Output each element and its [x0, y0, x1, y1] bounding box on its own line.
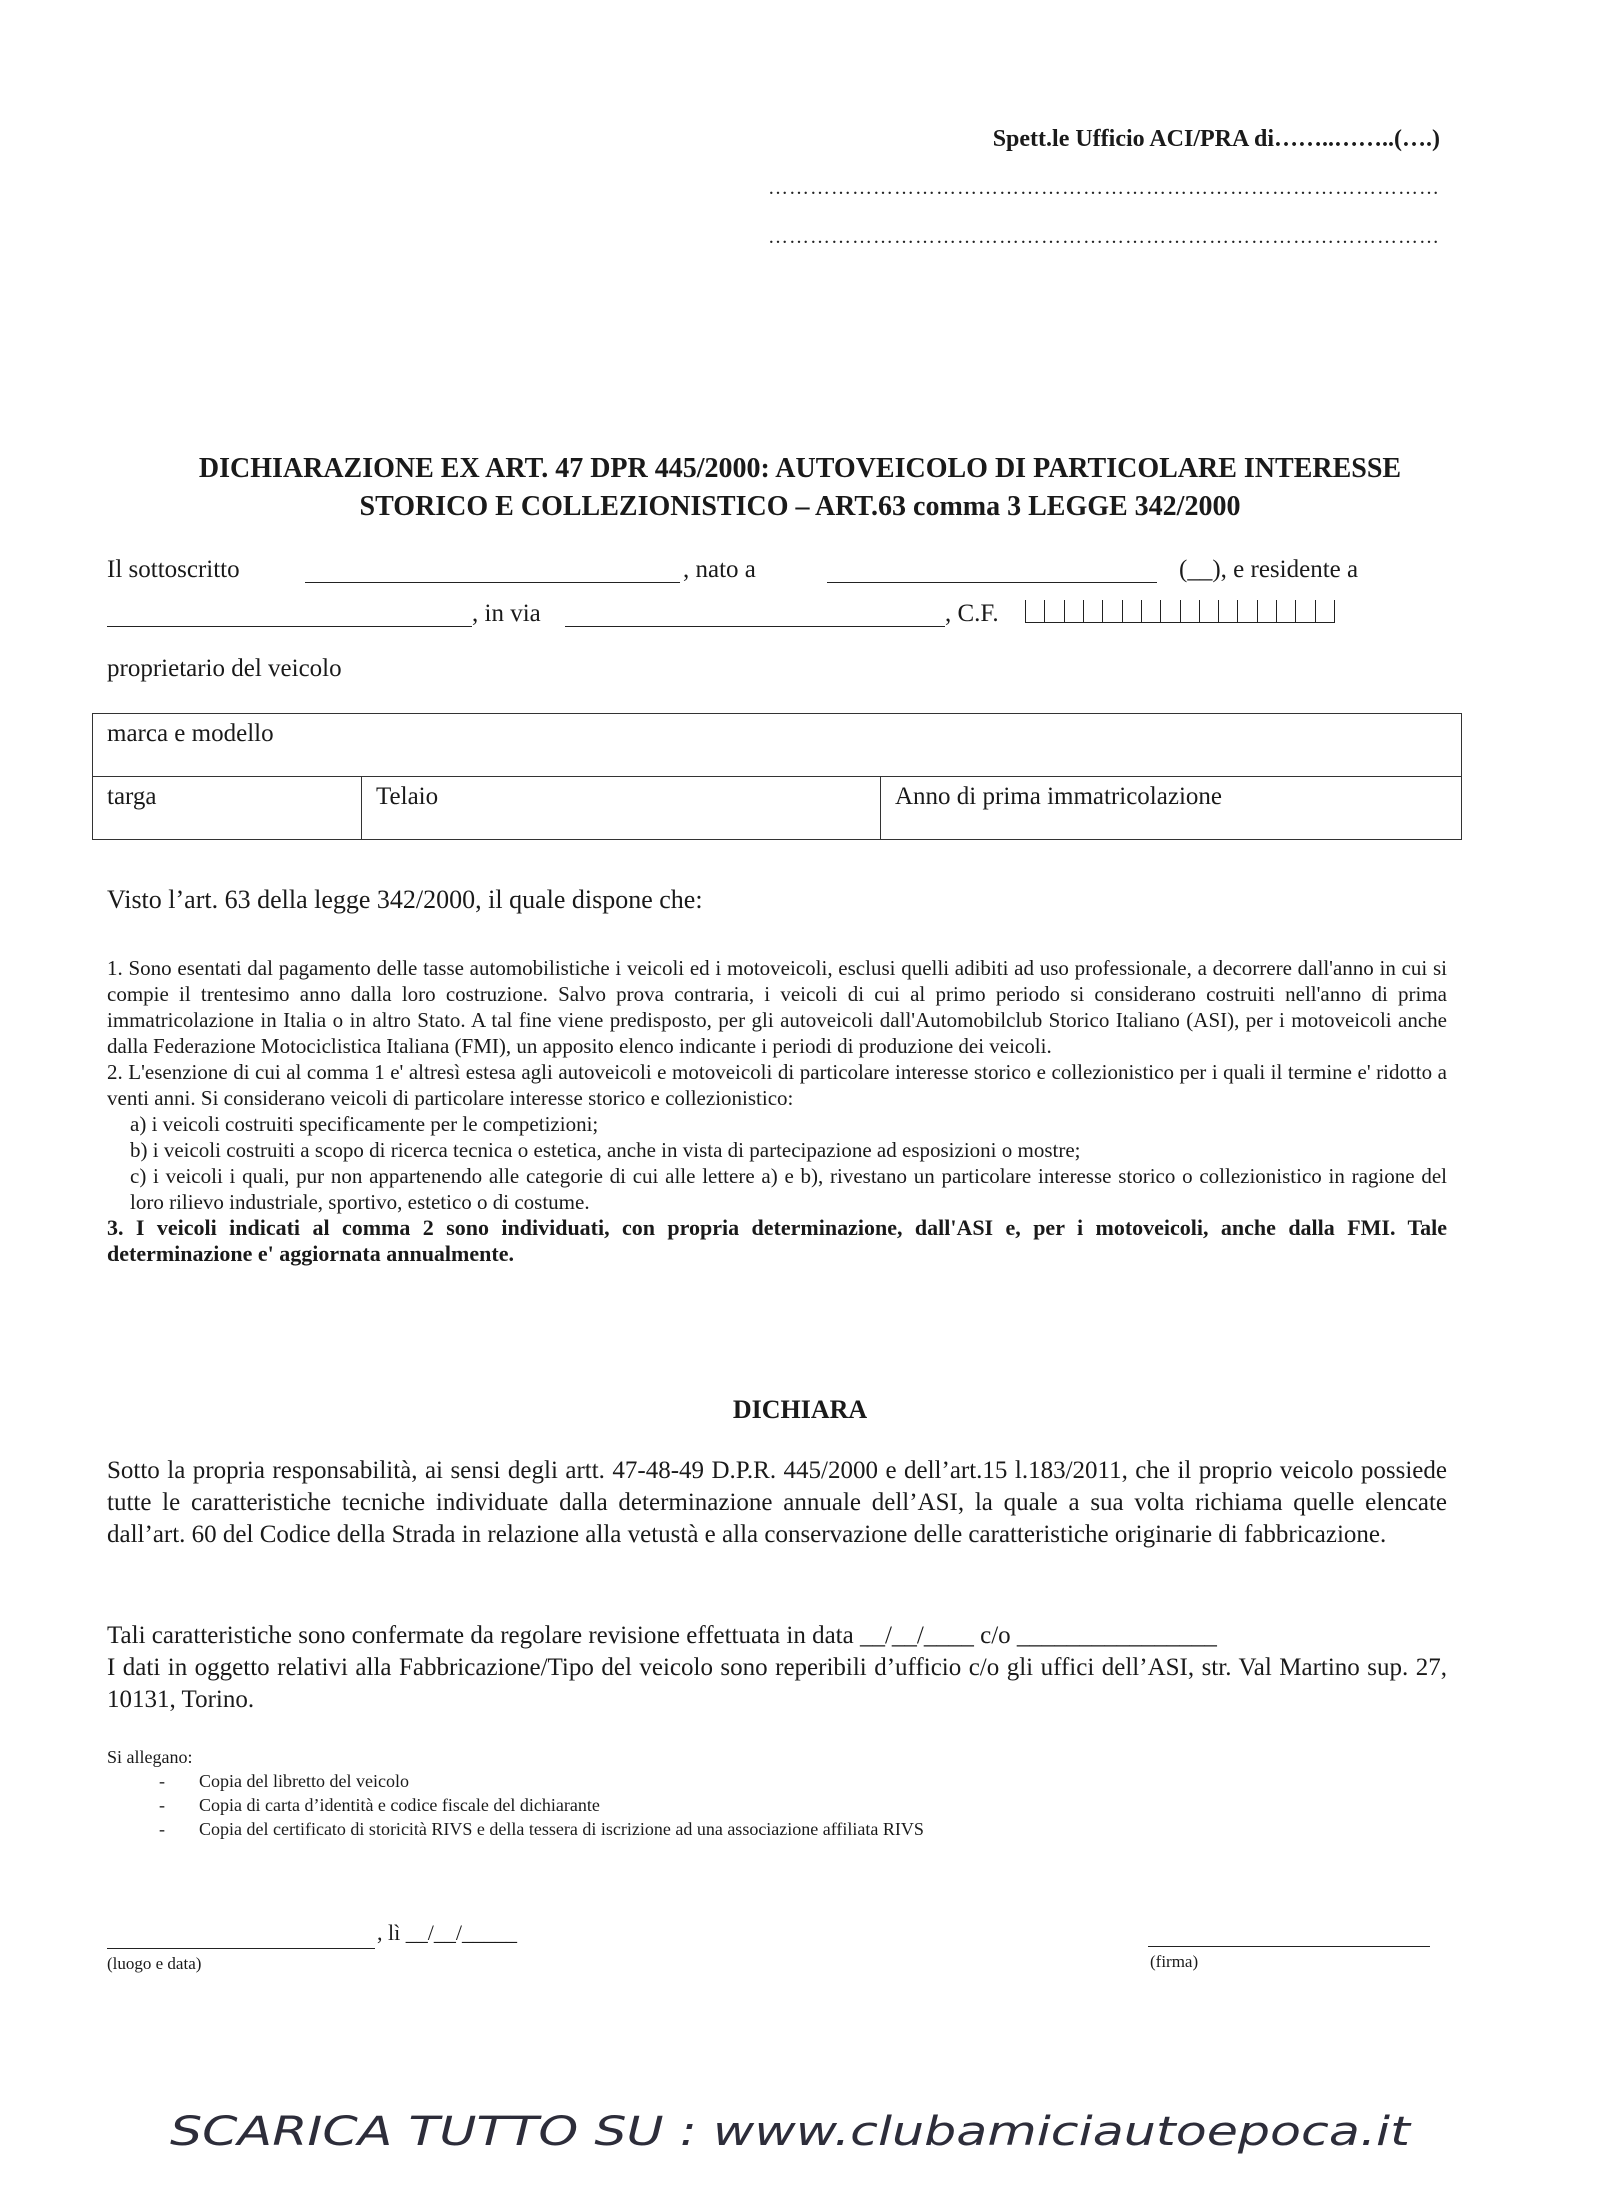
birthplace-field-line[interactable] [827, 582, 1157, 583]
place-field-line[interactable] [107, 1948, 375, 1949]
vehicle-table [92, 713, 1462, 840]
cell-anno-immatricolazione[interactable]: Anno di prima immatricolazione [881, 777, 1462, 840]
law-paragraph-1: 1. Sono esentati dal pagamento delle tasse automobilistiche i veicoli ed i motoveicoli, esclusi quelli adibiti ad uso professionale, a decorrere dall'anno in cui si compie il trentesimo anno dalla loro costruzione. Salvo prova contraria, i veicoli di cui al primo periodo si considerano costruiti nell'anno di prima immatricolazione in Italia o in altro Stato. A tal fine viene predisposto, per gli autoveicoli dall'Automobilclub Storico Italiano (ASI), per i motoveicoli anche dalla Federazione Motociclistica Italiana (FMI), un apposito elenco indicante i periodi di produzione dei veicoli. [107, 956, 1447, 1058]
attachments-section [107, 1745, 1307, 1841]
revision-line: Tali caratteristiche sono confermate da regolare revisione effettuata in data __/__/____ c/o ________________ [107, 1622, 1217, 1649]
confirmation-block [107, 1620, 1447, 1716]
asi-reference: I dati in oggetto relativi alla Fabbricazione/Tipo del veicolo sono reperibili d’ufficio c/o gli uffici dell’ASI, str. Val Martino sup. 27, 10131, Torino. [107, 1654, 1447, 1713]
law-item-b: b) i veicoli costruiti a scopo di ricerca tecnica o estetica, anche in vista di partecipazione ad esposizioni o mostre; [130, 1138, 1081, 1162]
document-title [100, 450, 1500, 526]
label-nato: , nato a [683, 556, 756, 583]
label-luogo-data: (luogo e data) [107, 1954, 202, 1973]
law-paragraph-2: 2. L'esenzione di cui al comma 1 e' altresì estesa agli autoveicoli e motoveicoli di particolare interesse storico e collezionistico per i quali il termine e' ridotto a venti anni. Si considerano veicoli di particolare interesse storico e collezionistico: [107, 1060, 1447, 1110]
street-field-line[interactable] [565, 626, 945, 627]
handwritten-text: SCARICA TUTTO SU : www.clubamiciautoepoca.it [170, 2109, 1412, 2155]
codice-fiscale-boxes[interactable] [1025, 600, 1335, 623]
attachments-heading: Si allegano: [107, 1747, 193, 1767]
label-sottoscritto: Il sottoscritto [107, 556, 240, 583]
recipient-block [740, 126, 1440, 249]
residence-field-line[interactable] [107, 626, 472, 627]
attachment-item: - Copia del certificato di storicità RIVS e della tessera di iscrizione ad una associazione affiliata RIVS [107, 1817, 1307, 1841]
law-item-c: c) i veicoli i quali, pur non appartenendo alle categorie di cui alle lettere a) e b), rivestano un particolare interesse storico o collezionistico in ragione del loro rilievo industriale, sportivo, estetico o di costume. [130, 1164, 1447, 1214]
law-paragraph-3: 3. I veicoli indicati al comma 2 sono individuati, con propria determinazione, dall'ASI e, per i motoveicoli, anche dalla FMI. Tale determinazione e' aggiornata annualmente. [107, 1215, 1447, 1266]
declarant-section [107, 556, 1447, 636]
dichiara-heading: DICHIARA [732, 1395, 868, 1424]
attachments-list [107, 1769, 1307, 1841]
visto-intro: Visto l’art. 63 della legge 342/2000, il quale dispone che: [107, 885, 703, 914]
title-line-2: STORICO E COLLEZIONISTICO – ART.63 comma 3 LEGGE 342/2000 [359, 491, 1241, 522]
attachment-item: - Copia del libretto del veicolo [107, 1769, 1307, 1793]
attachment-item: - Copia di carta d’identità e codice fiscale del dichiarante [107, 1793, 1307, 1817]
recipient-dotted-line-1: …………………………………………………………………………………… [768, 177, 1440, 199]
cell-targa[interactable]: targa [93, 777, 362, 840]
signature-field-line[interactable] [1148, 1946, 1430, 1947]
title-line-1: DICHIARAZIONE EX ART. 47 DPR 445/2000: AUTOVEICOLO DI PARTICOLARE INTERESSE [198, 453, 1402, 484]
handwritten-note [160, 2095, 1420, 2165]
label-prov-residente: (__), e residente a [1179, 556, 1359, 583]
cell-telaio[interactable]: Telaio [362, 777, 881, 840]
label-in-via: , in via [472, 600, 541, 627]
name-field-line[interactable] [305, 582, 680, 583]
label-proprietario: proprietario del veicolo [107, 655, 342, 682]
date-field[interactable]: , lì __/__/_____ [377, 1920, 517, 1945]
statement-paragraph: Sotto la propria responsabilità, ai sensi degli artt. 47-48-49 D.P.R. 445/2000 e dell’art.15 l.183/2011, che il proprio veicolo possiede tutte le caratteristiche tecniche individuate dalla determinazione annuale dell’ASI, la quale a sua volta richiama quelle elencate dall’art. 60 del Codice della Strada in relazione alla vetustà e alla conservazione delle caratteristiche originarie di fabbricazione. [107, 1457, 1447, 1548]
recipient-office: Spett.le Ufficio ACI/PRA di……..……..(….) [992, 126, 1440, 152]
law-item-a: a) i veicoli costruiti specificamente per le competizioni; [130, 1112, 599, 1136]
label-firma: (firma) [1150, 1952, 1199, 1971]
law-text [107, 955, 1447, 1267]
recipient-dotted-line-2: …………………………………………………………………………………… [768, 226, 1440, 248]
label-cf: , C.F. [945, 600, 999, 627]
cell-marca-modello[interactable]: marca e modello [93, 714, 1462, 777]
